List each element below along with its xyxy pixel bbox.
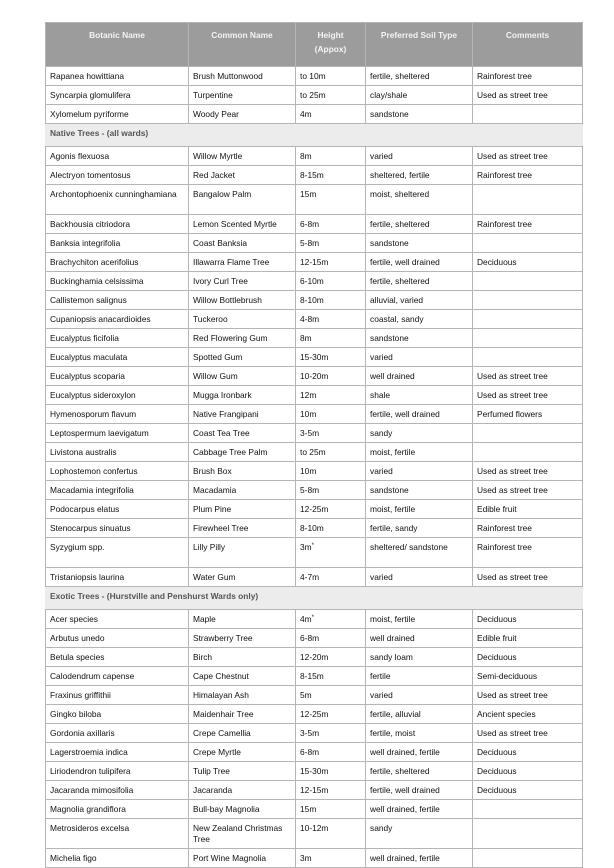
common-name-cell: Macadamia: [189, 481, 296, 500]
height-cell: 15-30m: [296, 762, 366, 781]
common-name-cell: Mugga Ironbark: [189, 386, 296, 405]
height-cell: 8m: [296, 329, 366, 348]
height-cell: 15m: [296, 185, 366, 215]
table-row: [46, 781, 583, 800]
common-name-cell: Brush Muttonwood: [189, 67, 296, 86]
common-name-cell: Willow Bottlebrush: [189, 291, 296, 310]
header-height-sub: (Appox): [314, 44, 347, 54]
height-cell: 12-20m: [296, 648, 366, 667]
section-heading-row: [46, 124, 583, 147]
table-row: [46, 686, 583, 705]
comments-cell: [473, 443, 583, 462]
height-cell: 5-8m: [296, 481, 366, 500]
common-name-cell: Firewheel Tree: [189, 519, 296, 538]
header-height: [296, 23, 366, 67]
height-cell: 5-8m: [296, 234, 366, 253]
height-cell: 12-15m: [296, 781, 366, 800]
comments-cell: [473, 310, 583, 329]
botanic-name-cell: Acer species: [46, 610, 189, 629]
comments-cell: Deciduous: [473, 648, 583, 667]
soil-type-cell: sheltered, fertile: [366, 166, 473, 185]
soil-type-cell: moist, fertile: [366, 610, 473, 629]
common-name-cell: Willow Gum: [189, 367, 296, 386]
table-row: [46, 272, 583, 291]
table-row: [46, 291, 583, 310]
table-row: [46, 610, 583, 629]
soil-type-cell: fertile, well drained: [366, 253, 473, 272]
botanic-name-cell: Gingko biloba: [46, 705, 189, 724]
soil-type-cell: fertile, well drained: [366, 781, 473, 800]
common-name-cell: Illawarra Flame Tree: [189, 253, 296, 272]
common-name-cell: Crepe Myrtle: [189, 743, 296, 762]
comments-cell: Rainforest tree: [473, 215, 583, 234]
comments-cell: Used as street tree: [473, 367, 583, 386]
table-row: [46, 367, 583, 386]
comments-cell: [473, 234, 583, 253]
table-row: [46, 667, 583, 686]
soil-type-cell: sandy: [366, 819, 473, 849]
common-name-cell: Cabbage Tree Palm: [189, 443, 296, 462]
comments-cell: [473, 291, 583, 310]
height-cell: 10m: [296, 462, 366, 481]
height-cell: 3m: [296, 849, 366, 868]
table-row: [46, 147, 583, 166]
botanic-name-cell: Podocarpus elatus: [46, 500, 189, 519]
common-name-cell: New Zealand Christmas Tree: [189, 819, 296, 849]
botanic-name-cell: Metrosideros excelsa: [46, 819, 189, 849]
comments-cell: [473, 329, 583, 348]
comments-cell: Perfumed flowers: [473, 405, 583, 424]
botanic-name-cell: Syzygium spp.: [46, 538, 189, 568]
common-name-cell: Turpentine: [189, 86, 296, 105]
soil-type-cell: fertile, sandy: [366, 519, 473, 538]
height-cell: 12m: [296, 386, 366, 405]
botanic-name-cell: Eucalyptus ficifolia: [46, 329, 189, 348]
table-row: [46, 105, 583, 124]
common-name-cell: Port Wine Magnolia: [189, 849, 296, 868]
table-row: [46, 819, 583, 849]
soil-type-cell: alluvial, varied: [366, 291, 473, 310]
soil-type-cell: varied: [366, 686, 473, 705]
height-cell: 15-30m: [296, 348, 366, 367]
table-row: [46, 86, 583, 105]
botanic-name-cell: Xylomelum pyriforme: [46, 105, 189, 124]
common-name-cell: Willow Myrtle: [189, 147, 296, 166]
table-row: [46, 329, 583, 348]
soil-type-cell: well drained: [366, 367, 473, 386]
comments-cell: Deciduous: [473, 253, 583, 272]
common-name-cell: Water Gum: [189, 568, 296, 587]
table-row: [46, 462, 583, 481]
soil-type-cell: sandstone: [366, 329, 473, 348]
comments-cell: Rainforest tree: [473, 519, 583, 538]
height-cell: 12-25m: [296, 705, 366, 724]
table-row: [46, 629, 583, 648]
soil-type-cell: sandstone: [366, 105, 473, 124]
soil-type-cell: fertile, sheltered: [366, 215, 473, 234]
height-cell: 4-7m: [296, 568, 366, 587]
soil-type-cell: fertile, sheltered: [366, 272, 473, 291]
table-row: [46, 215, 583, 234]
botanic-name-cell: Callistemon salignus: [46, 291, 189, 310]
common-name-cell: Tuckeroo: [189, 310, 296, 329]
height-cell: 4m: [296, 105, 366, 124]
height-cell: 12-25m: [296, 500, 366, 519]
comments-cell: [473, 272, 583, 291]
height-cell: 10-12m: [296, 819, 366, 849]
height-cell: 6-8m: [296, 743, 366, 762]
soil-type-cell: fertile, well drained: [366, 405, 473, 424]
botanic-name-cell: Cupaniopsis anacardioides: [46, 310, 189, 329]
common-name-cell: Bangalow Palm: [189, 185, 296, 215]
comments-cell: [473, 424, 583, 443]
section-heading: Native Trees - (all wards): [46, 124, 583, 147]
comments-cell: Used as street tree: [473, 568, 583, 587]
soil-type-cell: fertile: [366, 667, 473, 686]
comments-cell: Used as street tree: [473, 386, 583, 405]
header-botanic-name: Botanic Name: [46, 23, 189, 67]
soil-type-cell: well drained, fertile: [366, 800, 473, 819]
soil-type-cell: sheltered/ sandstone: [366, 538, 473, 568]
table-row: [46, 705, 583, 724]
common-name-cell: Coast Tea Tree: [189, 424, 296, 443]
common-name-cell: Tulip Tree: [189, 762, 296, 781]
comments-cell: Used as street tree: [473, 481, 583, 500]
common-name-cell: Spotted Gum: [189, 348, 296, 367]
botanic-name-cell: Brachychiton acerifolius: [46, 253, 189, 272]
botanic-name-cell: Lophostemon confertus: [46, 462, 189, 481]
table-row: [46, 500, 583, 519]
height-cell: 8-15m: [296, 166, 366, 185]
botanic-name-cell: Stenocarpus sinuatus: [46, 519, 189, 538]
soil-type-cell: well drained, fertile: [366, 849, 473, 868]
soil-type-cell: fertile, alluvial: [366, 705, 473, 724]
comments-cell: [473, 105, 583, 124]
comments-cell: Deciduous: [473, 762, 583, 781]
common-name-cell: Jacaranda: [189, 781, 296, 800]
soil-type-cell: sandy: [366, 424, 473, 443]
botanic-name-cell: Backhousia citriodora: [46, 215, 189, 234]
footnote-marker: *: [311, 615, 314, 621]
footnote-marker: *: [311, 543, 314, 549]
height-cell: 15m: [296, 800, 366, 819]
soil-type-cell: fertile, moist: [366, 724, 473, 743]
soil-type-cell: sandstone: [366, 481, 473, 500]
table-row: [46, 310, 583, 329]
table-row: [46, 386, 583, 405]
botanic-name-cell: Fraxinus griffithii: [46, 686, 189, 705]
comments-cell: Used as street tree: [473, 686, 583, 705]
table-row: [46, 743, 583, 762]
botanic-name-cell: Gordonia axillaris: [46, 724, 189, 743]
common-name-cell: Woody Pear: [189, 105, 296, 124]
soil-type-cell: sandy loam: [366, 648, 473, 667]
soil-type-cell: coastal, sandy: [366, 310, 473, 329]
soil-type-cell: clay/shale: [366, 86, 473, 105]
common-name-cell: Crepe Camellia: [189, 724, 296, 743]
comments-cell: Deciduous: [473, 610, 583, 629]
botanic-name-cell: Archontophoenix cunninghamiana: [46, 185, 189, 215]
height-cell: 6-8m: [296, 215, 366, 234]
table-row: [46, 800, 583, 819]
soil-type-cell: fertile, sheltered: [366, 762, 473, 781]
botanic-name-cell: Eucalyptus sideroxylon: [46, 386, 189, 405]
soil-type-cell: moist, fertile: [366, 443, 473, 462]
comments-cell: [473, 800, 583, 819]
table-row: [46, 724, 583, 743]
table-row: [46, 253, 583, 272]
height-cell: 5m: [296, 686, 366, 705]
soil-type-cell: shale: [366, 386, 473, 405]
botanic-name-cell: Rapanea howittiana: [46, 67, 189, 86]
soil-type-cell: varied: [366, 147, 473, 166]
height-cell: 4m*: [296, 610, 366, 629]
height-cell: 10m: [296, 405, 366, 424]
soil-type-cell: well drained, fertile: [366, 743, 473, 762]
botanic-name-cell: Arbutus unedo: [46, 629, 189, 648]
common-name-cell: Lemon Scented Myrtle: [189, 215, 296, 234]
botanic-name-cell: Calodendrum capense: [46, 667, 189, 686]
table-row: [46, 405, 583, 424]
common-name-cell: Cape Chestnut: [189, 667, 296, 686]
botanic-name-cell: Magnolia grandiflora: [46, 800, 189, 819]
common-name-cell: Lilly Pilly: [189, 538, 296, 568]
botanic-name-cell: Jacaranda mimosifolia: [46, 781, 189, 800]
comments-cell: Used as street tree: [473, 462, 583, 481]
height-cell: 8-10m: [296, 519, 366, 538]
height-cell: to 25m: [296, 443, 366, 462]
height-cell: 6-8m: [296, 629, 366, 648]
comments-cell: Rainforest tree: [473, 538, 583, 568]
soil-type-cell: sandstone: [366, 234, 473, 253]
common-name-cell: Red Flowering Gum: [189, 329, 296, 348]
table-row: [46, 234, 583, 253]
table-row: [46, 424, 583, 443]
botanic-name-cell: Liriodendron tulipifera: [46, 762, 189, 781]
comments-cell: Used as street tree: [473, 724, 583, 743]
height-cell: 6-10m: [296, 272, 366, 291]
header-height-label: Height: [317, 30, 344, 40]
table-row: [46, 443, 583, 462]
table-row: [46, 166, 583, 185]
soil-type-cell: moist, fertile: [366, 500, 473, 519]
comments-cell: Semi-deciduous: [473, 667, 583, 686]
height-cell: 10-20m: [296, 367, 366, 386]
common-name-cell: Birch: [189, 648, 296, 667]
tree-species-table: [45, 22, 583, 868]
comments-cell: [473, 348, 583, 367]
table-row: [46, 648, 583, 667]
soil-type-cell: moist, sheltered: [366, 185, 473, 215]
comments-cell: Rainforest tree: [473, 166, 583, 185]
height-cell: 8-15m: [296, 667, 366, 686]
comments-cell: Used as street tree: [473, 147, 583, 166]
height-cell: 8m: [296, 147, 366, 166]
botanic-name-cell: Betula species: [46, 648, 189, 667]
comments-cell: Rainforest tree: [473, 67, 583, 86]
botanic-name-cell: Leptospermum laevigatum: [46, 424, 189, 443]
height-cell: 3m*: [296, 538, 366, 568]
header-comments: Comments: [473, 23, 583, 67]
common-name-cell: Brush Box: [189, 462, 296, 481]
soil-type-cell: varied: [366, 568, 473, 587]
height-cell: 3-5m: [296, 424, 366, 443]
comments-cell: [473, 185, 583, 215]
height-cell: 4-8m: [296, 310, 366, 329]
table-header: [46, 23, 583, 67]
soil-type-cell: fertile, sheltered: [366, 67, 473, 86]
common-name-cell: Maidenhair Tree: [189, 705, 296, 724]
comments-cell: [473, 849, 583, 868]
height-cell: to 25m: [296, 86, 366, 105]
height-cell: 12-15m: [296, 253, 366, 272]
comments-cell: Edible fruit: [473, 629, 583, 648]
header-soil-type: Preferred Soil Type: [366, 23, 473, 67]
table-row: [46, 538, 583, 568]
soil-type-cell: varied: [366, 462, 473, 481]
comments-cell: Deciduous: [473, 781, 583, 800]
botanic-name-cell: Eucalyptus scoparia: [46, 367, 189, 386]
table-row: [46, 762, 583, 781]
table-row: [46, 481, 583, 500]
comments-cell: Used as street tree: [473, 86, 583, 105]
common-name-cell: Strawberry Tree: [189, 629, 296, 648]
botanic-name-cell: Macadamia integrifolia: [46, 481, 189, 500]
table-row: [46, 348, 583, 367]
common-name-cell: Plum Pine: [189, 500, 296, 519]
botanic-name-cell: Eucalyptus maculata: [46, 348, 189, 367]
common-name-cell: Ivory Curl Tree: [189, 272, 296, 291]
botanic-name-cell: Hymenosporum flavum: [46, 405, 189, 424]
height-cell: 8-10m: [296, 291, 366, 310]
common-name-cell: Red Jacket: [189, 166, 296, 185]
table-body: [46, 67, 583, 868]
table-row: [46, 849, 583, 868]
height-cell: 3-5m: [296, 724, 366, 743]
soil-type-cell: well drained: [366, 629, 473, 648]
botanic-name-cell: Lagerstroemia indica: [46, 743, 189, 762]
comments-cell: [473, 819, 583, 849]
common-name-cell: Maple: [189, 610, 296, 629]
botanic-name-cell: Tristaniopsis laurina: [46, 568, 189, 587]
botanic-name-cell: Banksia integrifolia: [46, 234, 189, 253]
header-common-name: Common Name: [189, 23, 296, 67]
botanic-name-cell: Syncarpia glomulifera: [46, 86, 189, 105]
table-row: [46, 67, 583, 86]
botanic-name-cell: Buckinghamia celsissima: [46, 272, 189, 291]
section-heading: Exotic Trees - (Hurstville and Penshurst Wards only): [46, 587, 583, 610]
soil-type-cell: varied: [366, 348, 473, 367]
common-name-cell: Native Frangipani: [189, 405, 296, 424]
botanic-name-cell: Livistona australis: [46, 443, 189, 462]
table-row: [46, 185, 583, 215]
common-name-cell: Bull-bay Magnolia: [189, 800, 296, 819]
common-name-cell: Himalayan Ash: [189, 686, 296, 705]
table-row: [46, 519, 583, 538]
comments-cell: Edible fruit: [473, 500, 583, 519]
botanic-name-cell: Alectryon tomentosus: [46, 166, 189, 185]
botanic-name-cell: Michelia figo: [46, 849, 189, 868]
common-name-cell: Coast Banksia: [189, 234, 296, 253]
height-cell: to 10m: [296, 67, 366, 86]
table-row: [46, 568, 583, 587]
section-heading-row: [46, 587, 583, 610]
comments-cell: Ancient species: [473, 705, 583, 724]
botanic-name-cell: Agonis flexuosa: [46, 147, 189, 166]
comments-cell: Deciduous: [473, 743, 583, 762]
